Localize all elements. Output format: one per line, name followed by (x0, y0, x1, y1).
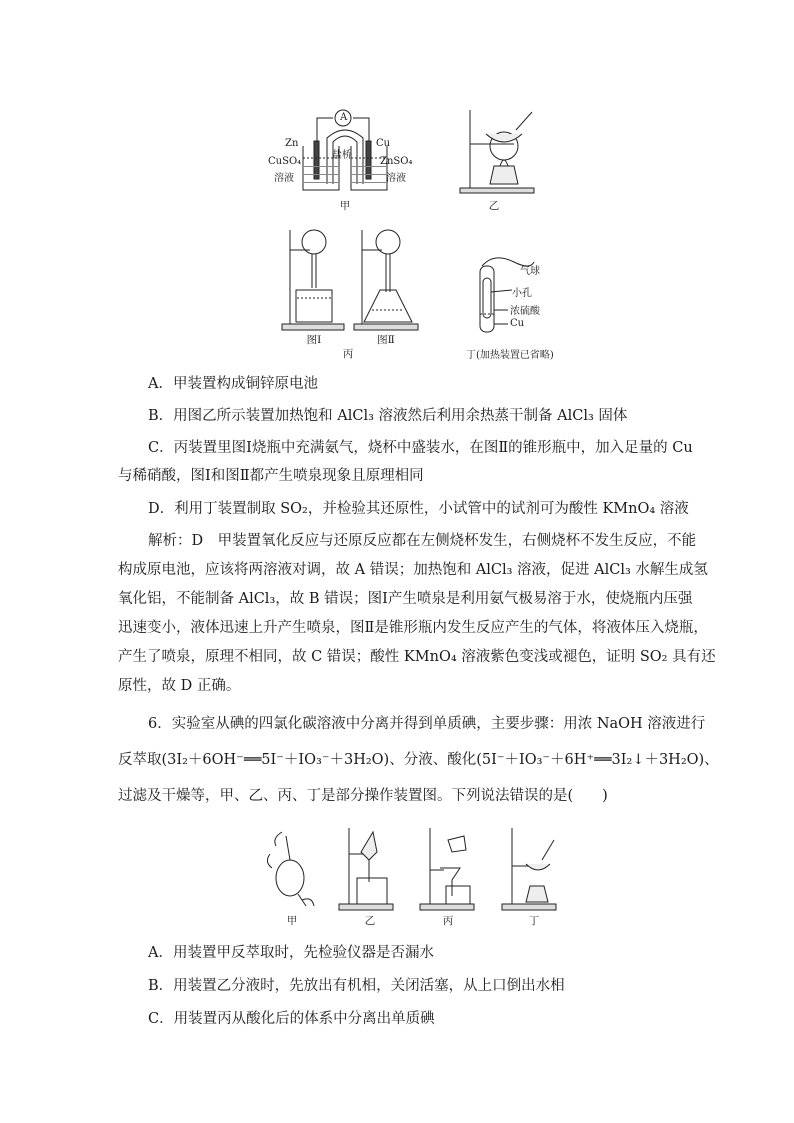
cu-2-label: Cu (510, 318, 525, 329)
cu-label: Cu (376, 138, 391, 149)
hole-label: 小孔 (512, 288, 532, 299)
q5-analysis-6: 原性，故 D 正确。 (118, 678, 241, 694)
acid-label: 浓硫酸 (510, 306, 540, 317)
q5-option-d: D．利用丁装置制取 SO₂，并检验其还原性，小试管中的试剂可为酸性 KMnO₄ 溶液 (148, 501, 689, 517)
figure-ding-caption: 丁(加热装置已省略) (466, 350, 554, 361)
figure-evaporation (458, 106, 538, 194)
figure-yi-caption: 乙 (488, 200, 500, 212)
q5-option-c-2: 与稀硝酸，图Ⅰ和图Ⅱ都产生喷泉现象且原理相同 (118, 468, 424, 484)
salt-bridge-label: 盐桥 (332, 150, 352, 161)
q6-option-c: C．用装置丙从酸化后的体系中分离出单质碘 (148, 1011, 435, 1027)
q5-analysis-3: 氧化铝，不能制备 AlCl₃，故 B 错误；图Ⅰ产生喷泉是利用氨气极易溶于水，使烧瓶内压强 (118, 591, 693, 607)
q5-analysis-1: 解析：D 甲装置氧化反应与还原反应都在左侧烧杯发生，右侧烧杯不发生反应，不能 (148, 533, 697, 549)
figure-q6-filtration (418, 826, 478, 912)
figure-jia-caption: 甲 (339, 200, 351, 212)
figure-q6-separation (337, 826, 397, 912)
znso4-label: ZnSO₄ (380, 156, 413, 167)
q6-figure-ding-caption: 丁 (528, 915, 540, 927)
figure-q6-evaporation (500, 826, 560, 912)
balloon-label: 气球 (520, 266, 540, 277)
q6-stem-3: 过滤及干燥等，甲、乙、丙、丁是部分操作装置图。下列说法错误的是( ) (118, 788, 608, 804)
q5-analysis-4: 迅速变小，液体迅速上升产生喷泉，图Ⅱ是锥形瓶内发生反应产生的气体，将液体压入烧瓶， (118, 620, 708, 636)
q5-option-c-1: C．丙装置里图Ⅰ烧瓶中充满氨气，烧杯中盛装水，在图Ⅱ的锥形瓶中，加入足量的 Cu (148, 440, 693, 456)
q5-option-a: A．甲装置构成铜锌原电池 (148, 376, 318, 392)
znso4-solution-label: 溶液 (386, 173, 406, 184)
figure-fountain-2 (352, 226, 422, 332)
figure-2-caption: 图Ⅱ (377, 334, 395, 346)
q5-option-b: B．用图乙所示装置加热饱和 AlCl₃ 溶液然后利用余热蒸干制备 AlCl₃ 固体 (148, 408, 628, 424)
q6-figure-jia-caption: 甲 (286, 915, 298, 927)
ammeter-label: A (340, 112, 348, 123)
cuso4-label: CuSO₄ (268, 156, 302, 167)
figure-q6-separatory-shake (262, 826, 322, 912)
q6-figure-yi-caption: 乙 (364, 915, 376, 927)
q6-figure-bing-caption: 丙 (442, 915, 454, 927)
q6-option-b: B．用装置乙分液时，先放出有机相，关闭活塞，从上口倒出水相 (148, 978, 565, 994)
figure-bing-caption: 丙 (342, 348, 354, 360)
figure-fountain-1 (280, 226, 350, 332)
q5-analysis-5: 产生了喷泉，原理不相同，故 C 错误；酸性 KMnO₄ 溶液紫色变浅或褪色，证明 SO₂ 具有还 (118, 649, 716, 665)
cuso4-solution-label: 溶液 (274, 173, 294, 184)
zn-label: Zn (285, 138, 299, 149)
q6-option-a: A．用装置甲反萃取时，先检验仪器是否漏水 (148, 945, 434, 961)
q6-stem-1: 6．实验室从碘的四氯化碳溶液中分离并得到单质碘，主要步骤：用浓 NaOH 溶液进行 (148, 716, 706, 732)
q6-stem-2: 反萃取(3I₂＋6OH⁻══5I⁻＋IO₃⁻＋3H₂O)、分液、酸化(5I⁻＋IO₃⁻＋6H⁺══3I₂↓＋3H₂O)、 (118, 752, 719, 768)
q5-analysis-2: 构成原电池，应该将两溶液对调，故 A 错误；加热饱和 AlCl₃ 溶液，促进 AlCl₃ 水解生成氢 (118, 562, 708, 578)
figure-1-caption: 图Ⅰ (306, 334, 322, 346)
